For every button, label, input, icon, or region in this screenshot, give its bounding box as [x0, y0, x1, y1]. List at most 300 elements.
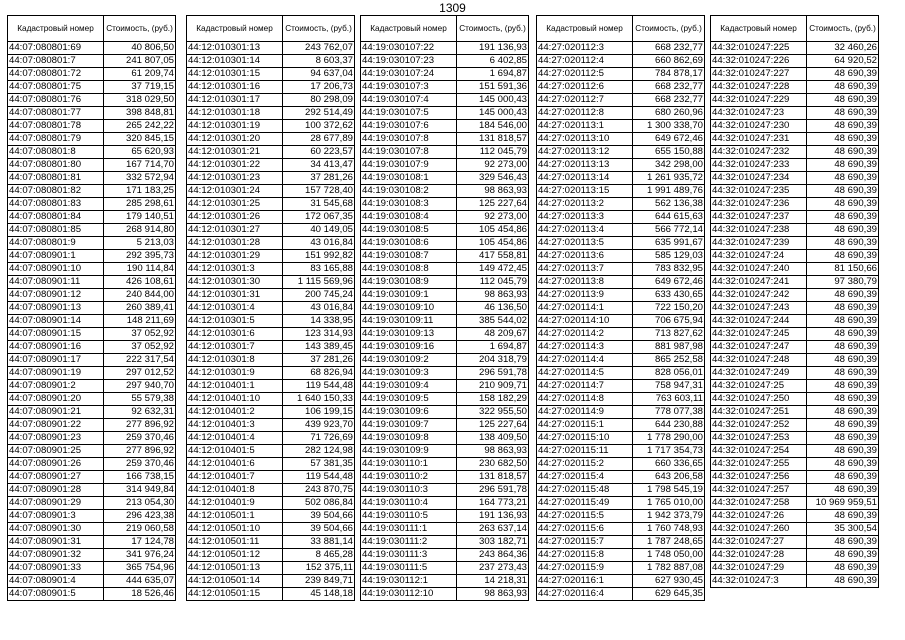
cadastral-number-cell: 44:07:080901:16	[8, 341, 104, 354]
cadastral-number-cell: 44:27:020114:8	[537, 393, 633, 406]
cadastral-number-cell: 44:32:010247:226	[711, 55, 807, 68]
header-cadastral-number: Кадастровый номер	[537, 16, 633, 42]
cadastral-number-cell: 44:12:010301:7	[187, 341, 283, 354]
cadastral-number-cell: 44:12:010301:23	[187, 172, 283, 185]
table-row	[361, 120, 529, 133]
cost-cell: 17 124,78	[104, 536, 176, 549]
cost-cell: 292 395,73	[104, 250, 176, 263]
cost-cell: 10 969 959,51	[807, 497, 879, 510]
cadastral-number-cell: 44:12:010301:17	[187, 94, 283, 107]
cost-cell: 1 798 545,19	[633, 484, 705, 497]
cost-cell: 585 129,03	[633, 250, 705, 263]
cost-cell: 48 690,39	[807, 575, 879, 588]
cadastral-number-cell: 44:32:010247:242	[711, 289, 807, 302]
table-row	[187, 211, 355, 224]
table-row	[361, 68, 529, 81]
cadastral-number-cell: 44:19:030109:13	[361, 328, 457, 341]
cost-cell: 48 690,39	[807, 432, 879, 445]
table-row	[187, 510, 355, 523]
cost-cell: 200 745,24	[283, 289, 355, 302]
cost-cell: 40 806,50	[104, 42, 176, 55]
cadastral-number-cell: 44:07:080901:14	[8, 315, 104, 328]
cost-cell: 143 389,45	[283, 341, 355, 354]
cadastral-number-cell: 44:12:010301:28	[187, 237, 283, 250]
cadastral-number-cell: 44:19:030109:8	[361, 432, 457, 445]
cost-cell: 649 672,46	[633, 133, 705, 146]
cadastral-number-cell: 44:19:030111:5	[361, 562, 457, 575]
table-row	[361, 406, 529, 419]
cadastral-number-cell: 44:07:080901:21	[8, 406, 104, 419]
cost-cell: 342 298,00	[633, 159, 705, 172]
table-row	[187, 94, 355, 107]
cost-cell: 635 991,67	[633, 237, 705, 250]
cadastral-number-cell: 44:19:030107:22	[361, 42, 457, 55]
table-row	[711, 393, 879, 406]
cost-cell: 713 827,62	[633, 328, 705, 341]
cadastral-number-cell: 44:12:010401:7	[187, 471, 283, 484]
cost-cell: 98 863,93	[457, 445, 529, 458]
cadastral-number-cell: 44:19:030110:4	[361, 497, 457, 510]
cadastral-number-cell: 44:12:010301:21	[187, 146, 283, 159]
table-row	[187, 120, 355, 133]
cost-cell: 106 199,15	[283, 406, 355, 419]
cadastral-number-cell: 44:27:020113:9	[537, 289, 633, 302]
cost-cell: 152 375,11	[283, 562, 355, 575]
cadastral-number-cell: 44:12:010401:3	[187, 419, 283, 432]
cadastral-number-cell: 44:32:010247:3	[711, 575, 807, 588]
cadastral-number-cell: 44:32:010247:238	[711, 224, 807, 237]
cost-cell: 1 942 373,79	[633, 510, 705, 523]
table-row	[537, 94, 705, 107]
cadastral-number-cell: 44:27:020115:10	[537, 432, 633, 445]
cost-cell: 98 863,93	[457, 185, 529, 198]
cadastral-number-cell: 44:19:030109:16	[361, 341, 457, 354]
cost-cell: 92 273,00	[457, 159, 529, 172]
cadastral-number-cell: 44:27:020114:4	[537, 354, 633, 367]
cadastral-number-cell: 44:12:010401:9	[187, 497, 283, 510]
table-row	[711, 315, 879, 328]
cadastral-number-cell: 44:07:080901:27	[8, 471, 104, 484]
table-row	[711, 328, 879, 341]
table-row	[8, 432, 176, 445]
cadastral-number-cell: 44:32:010247:244	[711, 315, 807, 328]
cadastral-number-cell: 44:12:010301:4	[187, 302, 283, 315]
cost-cell: 265 242,22	[104, 120, 176, 133]
cost-cell: 385 544,02	[457, 315, 529, 328]
table-row	[537, 588, 705, 601]
cadastral-number-cell: 44:12:010301:31	[187, 289, 283, 302]
cadastral-number-cell: 44:32:010247:26	[711, 510, 807, 523]
table-row	[8, 549, 176, 562]
cadastral-number-cell: 44:19:030109:7	[361, 419, 457, 432]
cadastral-number-cell: 44:07:080901:22	[8, 419, 104, 432]
cadastral-number-cell: 44:32:010247:247	[711, 341, 807, 354]
cadastral-number-cell: 44:27:020113:2	[537, 198, 633, 211]
cadastral-number-cell: 44:07:080901:23	[8, 432, 104, 445]
cost-cell: 243 870,75	[283, 484, 355, 497]
cadastral-number-cell: 44:19:030110:3	[361, 484, 457, 497]
cost-cell: 660 336,65	[633, 458, 705, 471]
cost-cell: 92 273,00	[457, 211, 529, 224]
cost-cell: 365 754,96	[104, 562, 176, 575]
cost-cell: 297 012,52	[104, 367, 176, 380]
header-cost: Стоимость, (руб.)	[457, 16, 529, 42]
cadastral-number-cell: 44:07:080901:15	[8, 328, 104, 341]
cost-cell: 123 314,93	[283, 328, 355, 341]
table-row	[187, 562, 355, 575]
table-row	[361, 42, 529, 55]
table-row	[711, 42, 879, 55]
cadastral-number-cell: 44:27:020115:5	[537, 510, 633, 523]
table-row	[8, 107, 176, 120]
cadastral-number-cell: 44:12:010301:25	[187, 198, 283, 211]
cost-cell: 148 211,69	[104, 315, 176, 328]
table-row	[711, 198, 879, 211]
table-row	[711, 354, 879, 367]
cadastral-number-cell: 44:27:020113:5	[537, 237, 633, 250]
cost-cell: 167 714,70	[104, 159, 176, 172]
cadastral-number-cell: 44:12:010501:1	[187, 510, 283, 523]
table-row	[8, 302, 176, 315]
cost-cell: 48 690,39	[807, 211, 879, 224]
cost-cell: 219 060,58	[104, 523, 176, 536]
cost-cell: 268 914,80	[104, 224, 176, 237]
table-row	[361, 146, 529, 159]
cost-cell: 119 544,48	[283, 471, 355, 484]
cadastral-number-cell: 44:07:080901:3	[8, 510, 104, 523]
cadastral-number-cell: 44:32:010247:28	[711, 549, 807, 562]
cost-cell: 643 206,58	[633, 471, 705, 484]
table-row	[361, 575, 529, 588]
table-row	[361, 549, 529, 562]
cadastral-number-cell: 44:12:010401:4	[187, 432, 283, 445]
cost-cell: 48 690,39	[807, 133, 879, 146]
cadastral-number-cell: 44:07:080901:2	[8, 380, 104, 393]
cost-cell: 210 909,71	[457, 380, 529, 393]
cadastral-number-cell: 44:27:020114:1	[537, 302, 633, 315]
cost-cell: 222 317,54	[104, 354, 176, 367]
cost-cell: 48 690,39	[807, 471, 879, 484]
table-row	[711, 276, 879, 289]
cadastral-number-cell: 44:19:030111:1	[361, 523, 457, 536]
cost-cell: 566 772,14	[633, 224, 705, 237]
table-row	[711, 510, 879, 523]
table-row	[8, 263, 176, 276]
table-row	[8, 575, 176, 588]
cadastral-number-cell: 44:19:030109:3	[361, 367, 457, 380]
cost-cell: 668 232,77	[633, 42, 705, 55]
cost-cell: 80 298,09	[283, 94, 355, 107]
table-row	[187, 55, 355, 68]
cost-cell: 1 640 150,33	[283, 393, 355, 406]
cadastral-number-cell: 44:12:010301:9	[187, 367, 283, 380]
cost-cell: 48 690,39	[807, 172, 879, 185]
table-row	[537, 445, 705, 458]
table-row	[8, 120, 176, 133]
cost-cell: 6 402,85	[457, 55, 529, 68]
cost-cell: 48 690,39	[807, 185, 879, 198]
cadastral-number-cell: 44:32:010247:24	[711, 250, 807, 263]
cost-cell: 65 620,93	[104, 146, 176, 159]
cadastral-number-cell: 44:32:010247:255	[711, 458, 807, 471]
table-row	[537, 263, 705, 276]
cadastral-number-cell: 44:19:030109:10	[361, 302, 457, 315]
cost-cell: 649 672,46	[633, 276, 705, 289]
table-row	[187, 276, 355, 289]
table-row	[537, 198, 705, 211]
cadastral-number-cell: 44:19:030108:7	[361, 250, 457, 263]
cost-cell: 722 150,20	[633, 302, 705, 315]
cost-cell: 39 504,66	[283, 523, 355, 536]
table-row	[187, 458, 355, 471]
table-row	[361, 419, 529, 432]
cost-cell: 48 690,39	[807, 510, 879, 523]
cost-cell: 1 778 290,00	[633, 432, 705, 445]
cadastral-number-cell: 44:32:010247:27	[711, 536, 807, 549]
cost-cell: 332 572,94	[104, 172, 176, 185]
cadastral-number-cell: 44:07:080801:75	[8, 81, 104, 94]
table-row	[187, 432, 355, 445]
table-row	[361, 250, 529, 263]
cost-cell: 285 298,61	[104, 198, 176, 211]
cadastral-number-cell: 44:27:020113:6	[537, 250, 633, 263]
table-row	[8, 536, 176, 549]
cadastral-number-cell: 44:27:020113:1	[537, 120, 633, 133]
cost-cell: 828 056,01	[633, 367, 705, 380]
table-row	[711, 224, 879, 237]
cadastral-number-cell: 44:07:080901:29	[8, 497, 104, 510]
table-row	[361, 510, 529, 523]
cost-cell: 100 372,62	[283, 120, 355, 133]
table-row	[537, 575, 705, 588]
cost-cell: 105 454,86	[457, 224, 529, 237]
cadastral-number-cell: 44:12:010301:30	[187, 276, 283, 289]
cadastral-number-cell: 44:19:030107:4	[361, 94, 457, 107]
cadastral-number-cell: 44:19:030112:1	[361, 575, 457, 588]
cadastral-number-cell: 44:07:080901:19	[8, 367, 104, 380]
cadastral-number-cell: 44:19:030111:3	[361, 549, 457, 562]
table-row	[537, 133, 705, 146]
cadastral-number-cell: 44:19:030108:9	[361, 276, 457, 289]
cost-cell: 119 544,48	[283, 380, 355, 393]
table-row	[537, 471, 705, 484]
cadastral-number-cell: 44:07:080801:80	[8, 159, 104, 172]
cost-cell: 277 896,92	[104, 445, 176, 458]
cost-cell: 138 409,50	[457, 432, 529, 445]
table-row	[711, 536, 879, 549]
cadastral-number-cell: 44:12:010301:15	[187, 68, 283, 81]
cadastral-number-cell: 44:32:010247:253	[711, 432, 807, 445]
table-row	[711, 367, 879, 380]
cadastral-number-cell: 44:32:010247:241	[711, 276, 807, 289]
table-row	[711, 237, 879, 250]
table-row	[187, 588, 355, 601]
cadastral-number-cell: 44:32:010247:252	[711, 419, 807, 432]
cost-cell: 865 252,58	[633, 354, 705, 367]
cadastral-number-cell: 44:07:080901:31	[8, 536, 104, 549]
table-row	[8, 341, 176, 354]
table-row	[8, 354, 176, 367]
table-row	[711, 497, 879, 510]
table-row	[8, 250, 176, 263]
cost-cell: 48 690,39	[807, 328, 879, 341]
table-row	[361, 107, 529, 120]
table-row	[8, 224, 176, 237]
cadastral-number-cell: 44:32:010247:239	[711, 237, 807, 250]
cadastral-number-cell: 44:07:080901:10	[8, 263, 104, 276]
table-row	[537, 42, 705, 55]
cost-cell: 145 000,43	[457, 94, 529, 107]
cost-cell: 68 826,94	[283, 367, 355, 380]
cost-cell: 184 546,00	[457, 120, 529, 133]
cadastral-number-cell: 44:07:080901:33	[8, 562, 104, 575]
table-row	[537, 523, 705, 536]
table-row	[361, 55, 529, 68]
cadastral-number-cell: 44:27:020115:48	[537, 484, 633, 497]
cost-cell: 14 218,31	[457, 575, 529, 588]
cadastral-number-cell: 44:19:030107:8	[361, 146, 457, 159]
cadastral-number-cell: 44:12:010301:16	[187, 81, 283, 94]
cost-cell: 230 682,50	[457, 458, 529, 471]
table-row	[711, 133, 879, 146]
cadastral-number-cell: 44:12:010301:8	[187, 354, 283, 367]
cost-cell: 39 504,66	[283, 510, 355, 523]
cadastral-number-cell: 44:27:020114:10	[537, 315, 633, 328]
table-row	[711, 341, 879, 354]
cost-cell: 1 694,87	[457, 68, 529, 81]
cadastral-number-cell: 44:32:010247:249	[711, 367, 807, 380]
cost-cell: 31 545,68	[283, 198, 355, 211]
cost-cell: 668 232,77	[633, 81, 705, 94]
cost-cell: 1 760 748,93	[633, 523, 705, 536]
table-row	[711, 172, 879, 185]
table-row	[711, 549, 879, 562]
table-row	[537, 159, 705, 172]
cadastral-number-cell: 44:27:020116:1	[537, 575, 633, 588]
cost-cell: 296 591,78	[457, 367, 529, 380]
cost-cell: 35 300,54	[807, 523, 879, 536]
cadastral-number-cell: 44:27:020112:7	[537, 94, 633, 107]
cadastral-number-cell: 44:27:020113:7	[537, 263, 633, 276]
table-row	[537, 289, 705, 302]
cost-cell: 149 472,45	[457, 263, 529, 276]
cadastral-number-cell: 44:19:030109:9	[361, 445, 457, 458]
table-row	[537, 549, 705, 562]
table-row	[361, 354, 529, 367]
cadastral-number-cell: 44:07:080901:28	[8, 484, 104, 497]
cost-cell: 263 637,14	[457, 523, 529, 536]
cadastral-table-3	[360, 15, 529, 601]
table-row	[8, 328, 176, 341]
cost-cell: 48 690,39	[807, 406, 879, 419]
cadastral-number-cell: 44:27:020112:6	[537, 81, 633, 94]
table-row	[187, 471, 355, 484]
table-row	[8, 68, 176, 81]
table-row	[361, 198, 529, 211]
cost-cell: 191 136,93	[457, 510, 529, 523]
cost-cell: 417 558,81	[457, 250, 529, 263]
cadastral-number-cell: 44:32:010247:256	[711, 471, 807, 484]
cost-cell: 314 949,84	[104, 484, 176, 497]
cost-cell: 112 045,79	[457, 276, 529, 289]
table-row	[187, 107, 355, 120]
cost-cell: 329 546,43	[457, 172, 529, 185]
cadastral-number-cell: 44:19:030107:9	[361, 159, 457, 172]
cadastral-number-cell: 44:27:020112:8	[537, 107, 633, 120]
cadastral-number-cell: 44:12:010501:14	[187, 575, 283, 588]
cadastral-number-cell: 44:07:080801:82	[8, 185, 104, 198]
cost-cell: 439 923,70	[283, 419, 355, 432]
table-row	[537, 120, 705, 133]
cadastral-number-cell: 44:12:010501:15	[187, 588, 283, 601]
cost-cell: 37 281,26	[283, 172, 355, 185]
cadastral-number-cell: 44:07:080801:76	[8, 94, 104, 107]
cost-cell: 98 863,93	[457, 289, 529, 302]
cadastral-number-cell: 44:19:030107:23	[361, 55, 457, 68]
cost-cell: 239 849,71	[283, 575, 355, 588]
cost-cell: 151 992,82	[283, 250, 355, 263]
table-row	[361, 237, 529, 250]
cost-cell: 48 690,39	[807, 367, 879, 380]
table-row	[361, 341, 529, 354]
table-row	[361, 302, 529, 315]
table-row	[361, 562, 529, 575]
table-row	[8, 159, 176, 172]
cost-cell: 92 632,31	[104, 406, 176, 419]
cost-cell: 125 227,64	[457, 198, 529, 211]
table-row	[187, 536, 355, 549]
table-row	[537, 497, 705, 510]
cadastral-number-cell: 44:12:010301:14	[187, 55, 283, 68]
table-row	[711, 250, 879, 263]
table-row	[537, 250, 705, 263]
cadastral-number-cell: 44:27:020112:3	[537, 42, 633, 55]
cost-cell: 322 955,50	[457, 406, 529, 419]
cost-cell: 1 991 489,76	[633, 185, 705, 198]
table-row	[361, 94, 529, 107]
table-row	[711, 562, 879, 575]
cadastral-number-cell: 44:27:020115:2	[537, 458, 633, 471]
cadastral-number-cell: 44:12:010301:29	[187, 250, 283, 263]
cadastral-number-cell: 44:27:020114:9	[537, 406, 633, 419]
cost-cell: 112 045,79	[457, 146, 529, 159]
table-row	[8, 367, 176, 380]
cost-cell: 426 108,61	[104, 276, 176, 289]
cadastral-number-cell: 44:12:010501:12	[187, 549, 283, 562]
cadastral-number-cell: 44:27:020113:13	[537, 159, 633, 172]
cadastral-number-cell: 44:07:080901:26	[8, 458, 104, 471]
cadastral-table-1	[7, 15, 176, 601]
table-row	[361, 471, 529, 484]
cost-cell: 45 148,18	[283, 588, 355, 601]
cadastral-number-cell: 44:12:010401:5	[187, 445, 283, 458]
cadastral-number-cell: 44:07:080801:83	[8, 198, 104, 211]
table-row	[711, 289, 879, 302]
cost-cell: 48 690,39	[807, 419, 879, 432]
table-row	[537, 484, 705, 497]
cost-cell: 48 690,39	[807, 224, 879, 237]
table-row	[711, 55, 879, 68]
table-row	[711, 575, 879, 588]
cadastral-number-cell: 44:12:010301:6	[187, 328, 283, 341]
header-cadastral-number: Кадастровый номер	[187, 16, 283, 42]
cadastral-number-cell: 44:27:020112:5	[537, 68, 633, 81]
cost-cell: 260 389,41	[104, 302, 176, 315]
cadastral-number-cell: 44:12:010501:10	[187, 523, 283, 536]
table-row	[8, 198, 176, 211]
table-row	[187, 380, 355, 393]
cost-cell: 259 370,46	[104, 432, 176, 445]
